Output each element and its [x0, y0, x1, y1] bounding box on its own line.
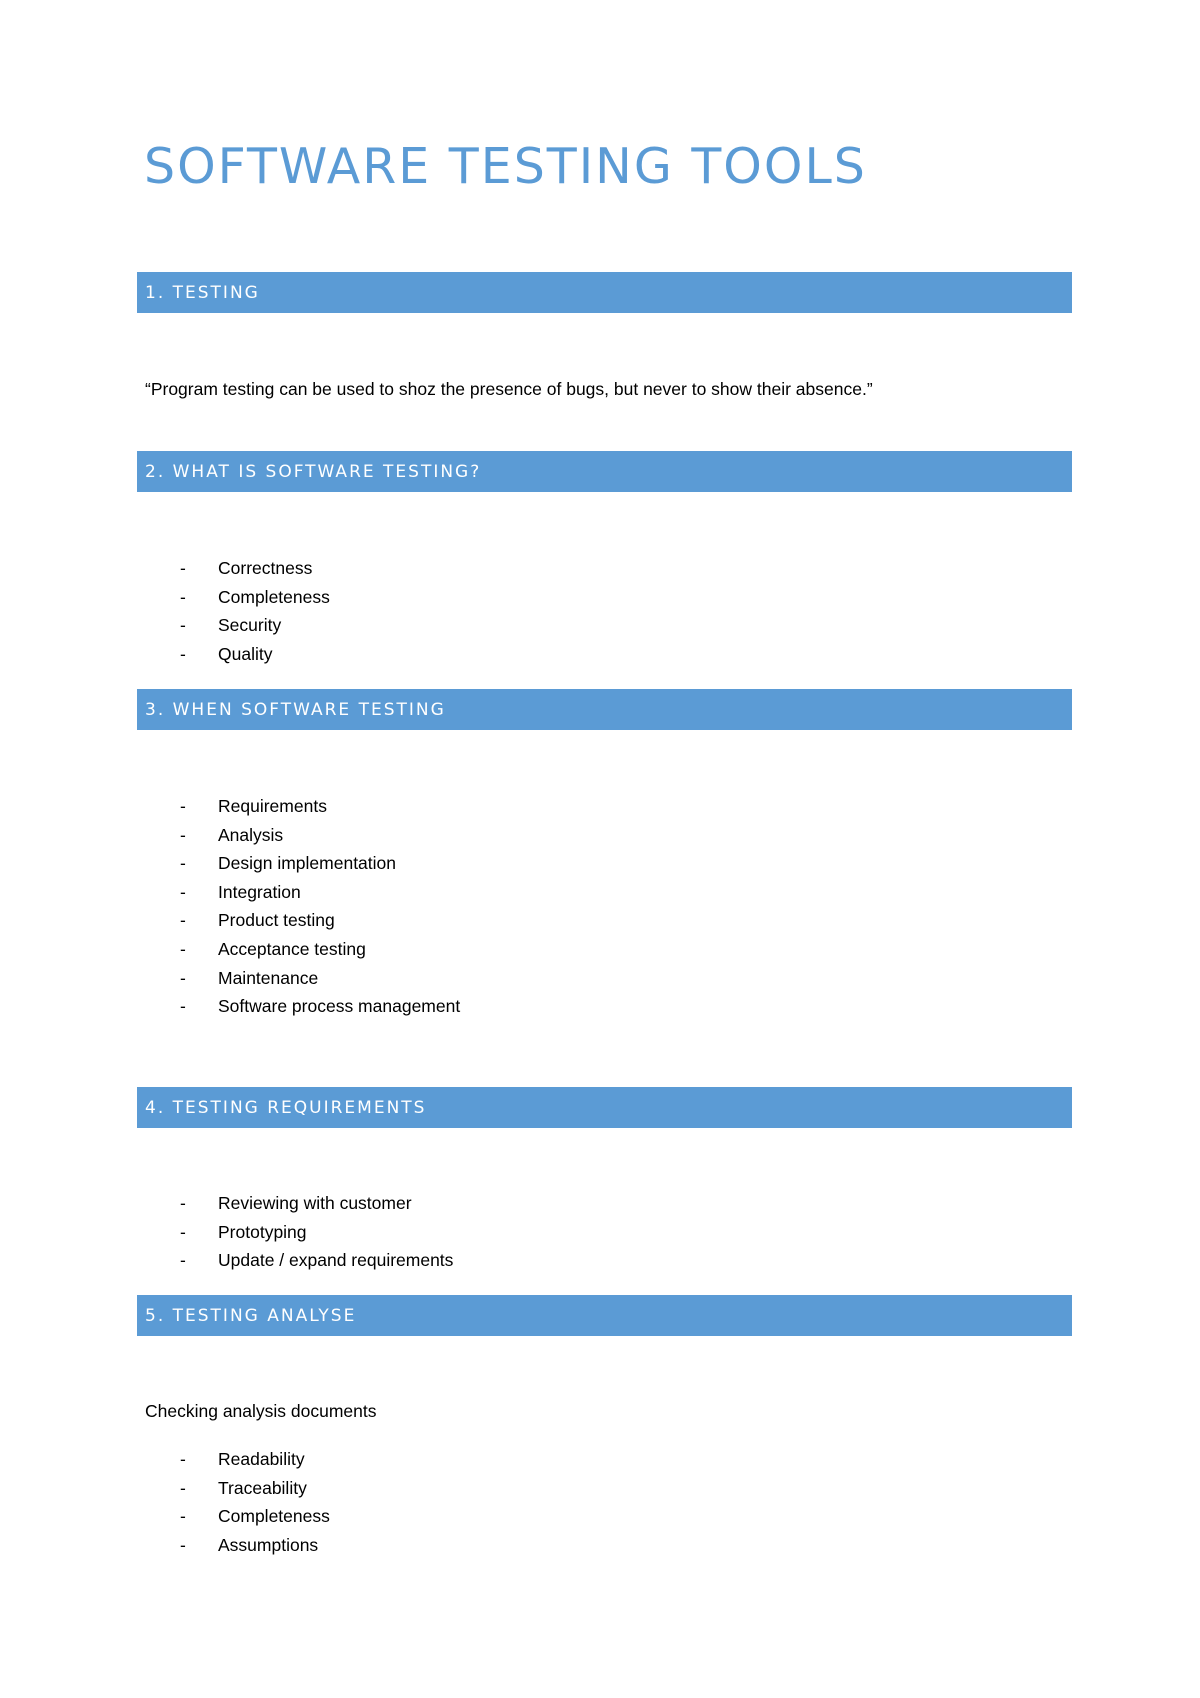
bullet-dash: -: [180, 853, 186, 874]
bullet-dash: -: [180, 558, 186, 578]
bullet-dash: -: [180, 1477, 186, 1498]
list-item-label: Correctness: [218, 558, 313, 578]
list-item-label: Security: [218, 615, 282, 636]
list-item-label: Maintenance: [218, 967, 319, 988]
bullet-dash: -: [180, 967, 186, 988]
list-item-label: Completeness: [218, 586, 330, 607]
section-heading-when-software-testing: 3. WHEN SOFTWARE TESTING: [137, 689, 1072, 730]
bullet-dash: -: [180, 824, 186, 845]
list-item-label: Acceptance testing: [218, 938, 366, 959]
list-item-label: Completeness: [218, 1506, 330, 1527]
bullet-dash: -: [180, 1250, 186, 1271]
section-heading-testing: 1. TESTING: [137, 272, 1072, 313]
list-item-label: Readability: [218, 1449, 305, 1469]
section-heading-what-is-software-testing: 2. WHAT IS SOFTWARE TESTING?: [137, 451, 1072, 492]
bullet-dash: -: [180, 643, 186, 664]
bullet-dash: -: [180, 1449, 186, 1469]
bullet-dash: -: [180, 796, 186, 816]
bullet-dash: -: [180, 938, 186, 959]
list-item-label: Requirements: [218, 796, 327, 816]
list-item-label: Reviewing with customer: [218, 1193, 412, 1213]
bullet-dash: -: [180, 586, 186, 607]
bullet-dash: -: [180, 1534, 186, 1555]
testing-analyse-intro: Checking analysis documents: [145, 1401, 377, 1421]
bullet-dash: -: [180, 1506, 186, 1527]
list-item-label: Traceability: [218, 1477, 307, 1498]
bullet-dash: -: [180, 1193, 186, 1213]
list-item-label: Update / expand requirements: [218, 1250, 454, 1271]
list-item-label: Product testing: [218, 910, 335, 931]
bullet-dash: -: [180, 881, 186, 902]
document-title: SOFTWARE TESTING TOOLS: [144, 138, 867, 195]
list-item-label: Integration: [218, 881, 301, 902]
list-item-label: Quality: [218, 643, 273, 664]
list-item-label: Assumptions: [218, 1534, 319, 1555]
list-item-label: Analysis: [218, 824, 284, 845]
section-heading-testing-requirements: 4. TESTING REQUIREMENTS: [137, 1087, 1072, 1128]
bullet-dash: -: [180, 1221, 186, 1242]
bullet-dash: -: [180, 615, 186, 636]
bullet-dash: -: [180, 910, 186, 931]
list-item-label: Design implementation: [218, 853, 397, 874]
list-item-label: Prototyping: [218, 1221, 307, 1242]
testing-quote: “Program testing can be used to shoz the presence of bugs, but never to show their absence.”: [145, 379, 873, 399]
bullet-dash: -: [180, 996, 186, 1017]
list-item-label: Software process management: [218, 996, 461, 1017]
section-heading-testing-analyse: 5. TESTING ANALYSE: [137, 1295, 1072, 1336]
